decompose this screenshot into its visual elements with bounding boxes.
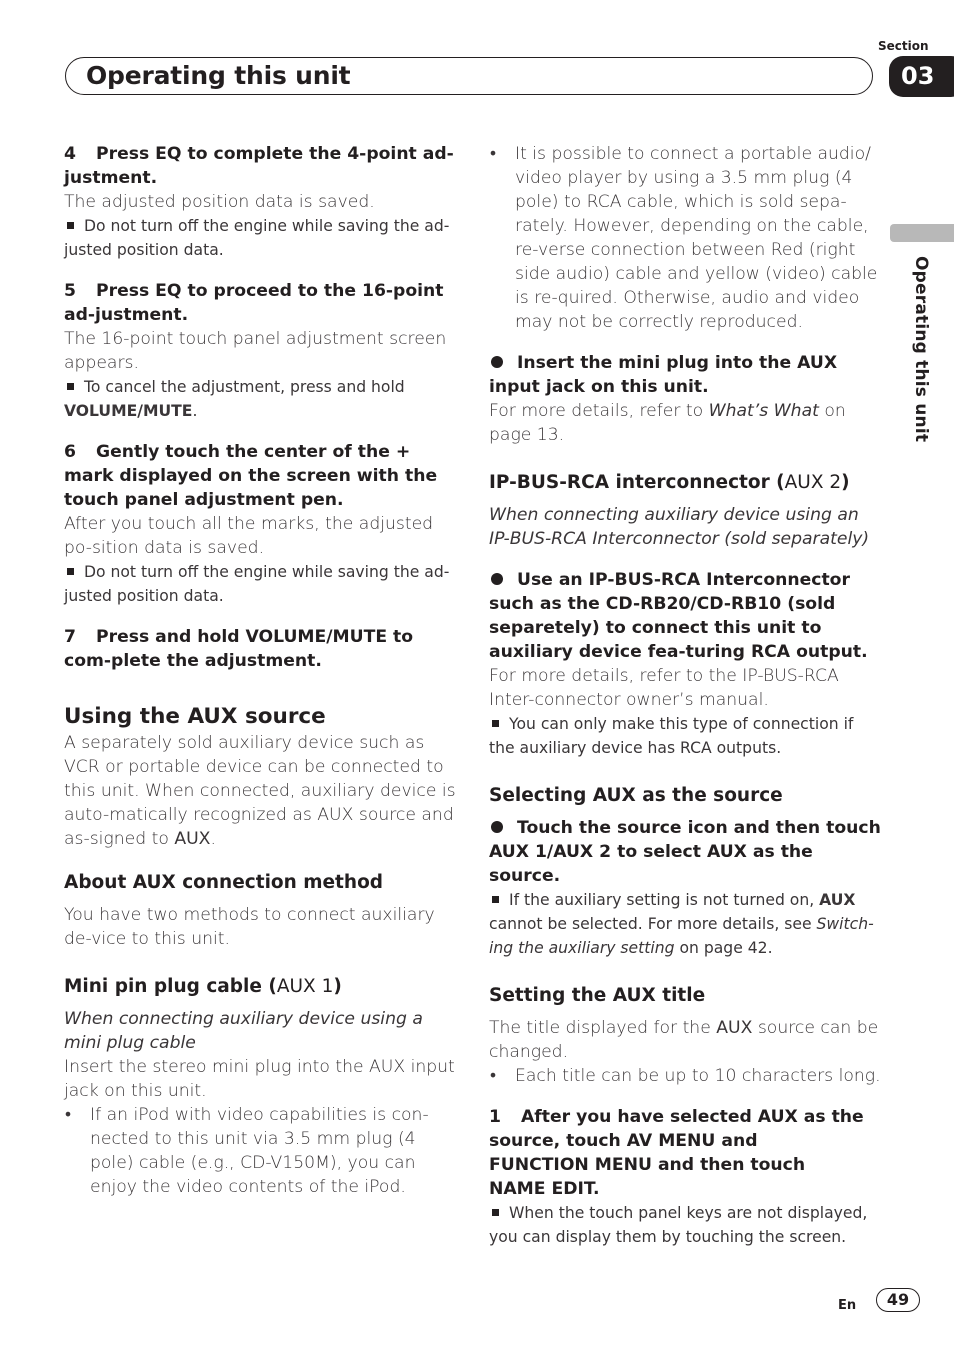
mini-plug-heading: Mini pin plug cable (AUX 1) — [64, 976, 342, 997]
ipbus-step-heading: Use an IP-BUS-RCA Interconnector such as the CD-RB20/CD-RB10 (sold separetely) to connect this unit to auxiliary device fea-turing RCA output. — [489, 570, 868, 662]
language-label: En — [838, 1298, 857, 1313]
aux-source-text: A separately sold auxiliary device such as VCR or portable device can be connected to this unit. When connected, auxiliary device is auto-matically recognized as AUX source and as-signed to AUX. — [64, 733, 456, 849]
step-dot-icon — [491, 821, 503, 833]
ipbus-note: You can only make this type of connection if the auxiliary device has RCA outputs. — [489, 715, 854, 757]
page-number: 49 — [876, 1288, 920, 1312]
note-square-icon — [67, 222, 74, 229]
section-label: Section — [878, 39, 929, 53]
step-7-heading: 7 Press and hold VOLUME/MUTE to com-plete the adjustment. — [64, 627, 414, 671]
aux-title-bullet: • Each title can be up to 10 characters long. — [489, 1064, 881, 1088]
step-1-heading: 1 After you have selected AUX as the source, touch AV MENU and FUNCTION MENU and then touch NAME EDIT. — [489, 1107, 864, 1199]
step-5-text: The 16-point touch panel adjustment screen appears. — [64, 329, 447, 373]
select-aux-heading: Selecting AUX as the source — [489, 785, 783, 806]
step-6-heading: 6 Gently touch the center of the + mark displayed on the screen with the touch panel adjustment pen. — [64, 442, 438, 510]
mini-plug-bullet: • If an iPod with video capabilities is con-nected to this unit via 3.5 mm plug (4 pole) cable (e.g., CD-V150M), you can enjoy the video contents of the iPod. — [64, 1103, 456, 1199]
step-5-note: To cancel the adjustment, press and hold VOLUME/MUTE. — [64, 378, 405, 420]
note-square-icon — [492, 896, 499, 903]
aux-title-heading: Setting the AUX title — [489, 985, 706, 1006]
step-dot-icon — [491, 356, 503, 368]
note-square-icon — [492, 1209, 499, 1216]
step-1-note: When the touch panel keys are not displayed, you can display them by touching the screen. — [489, 1204, 868, 1246]
connection-method-text: You have two methods to connect auxiliary de-vice to this unit. — [64, 905, 435, 949]
step-4-text: The adjusted position data is saved. — [64, 192, 375, 212]
select-aux-note: If the auxiliary setting is not turned on, AUX cannot be selected. For more details, see Switch-ing the auxiliary setting on page 42. — [489, 891, 874, 957]
aux-title-text: The title displayed for the AUX source can be changed. — [489, 1018, 879, 1062]
left-column — [64, 142, 456, 1199]
step-6-text: After you touch all the marks, the adjusted po-sition data is saved. — [64, 514, 434, 558]
aux-source-heading: Using the AUX source — [64, 704, 326, 729]
select-aux-step: Touch the source icon and then touch AUX 1/AUX 2 to select AUX as the source. — [489, 818, 881, 886]
side-tab-marker — [890, 224, 954, 242]
step-5-heading: 5 Press EQ to proceed to the 16-point ad-justment. — [64, 281, 444, 325]
ipbus-text: For more details, refer to the IP-BUS-RCA Inter-connector owner’s manual. — [489, 666, 839, 710]
page-title: Operating this unit — [86, 61, 351, 90]
side-chapter-label: Operating this unit — [911, 256, 931, 443]
mini-plug-italic: When connecting auxiliary device using a mini plug cable — [64, 1009, 423, 1053]
note-square-icon — [67, 568, 74, 575]
step-4-note: Do not turn off the engine while saving the ad-justed position data. — [64, 217, 450, 259]
ipbus-heading: IP-BUS-RCA interconnector (AUX 2) — [489, 472, 850, 493]
connection-method-heading: About AUX connection method — [64, 872, 384, 893]
step-6-note: Do not turn off the engine while saving the ad-justed position data. — [64, 563, 450, 605]
note-square-icon — [492, 720, 499, 727]
portable-player-bullet: • It is possible to connect a portable audio/ video player by using a 3.5 mm plug (4 pole) to RCA cable, which is sold sepa-rately. However, depending on the cable, re-verse connection between Red (right side audio) cable and yellow (video) cable is re-quired. Otherwise, audio and video may not be correctly reproduced. — [489, 142, 881, 334]
step-dot-icon — [491, 573, 503, 585]
ipbus-italic: When connecting auxiliary device using an IP-BUS-RCA Interconnector (sold separately) — [489, 505, 870, 549]
page-title-box — [65, 57, 873, 95]
step-4-heading: 4 Press EQ to complete the 4-point ad-justment. — [64, 144, 454, 188]
section-number-badge: 03 — [889, 56, 954, 97]
note-square-icon — [67, 383, 74, 390]
insert-plug-heading: Insert the mini plug into the AUX input jack on this unit. — [489, 353, 838, 397]
insert-plug-text: For more details, refer to What’s What on page 13. — [489, 401, 846, 445]
right-column — [489, 142, 881, 1249]
mini-plug-text: Insert the stereo mini plug into the AUX input jack on this unit. — [64, 1057, 455, 1101]
